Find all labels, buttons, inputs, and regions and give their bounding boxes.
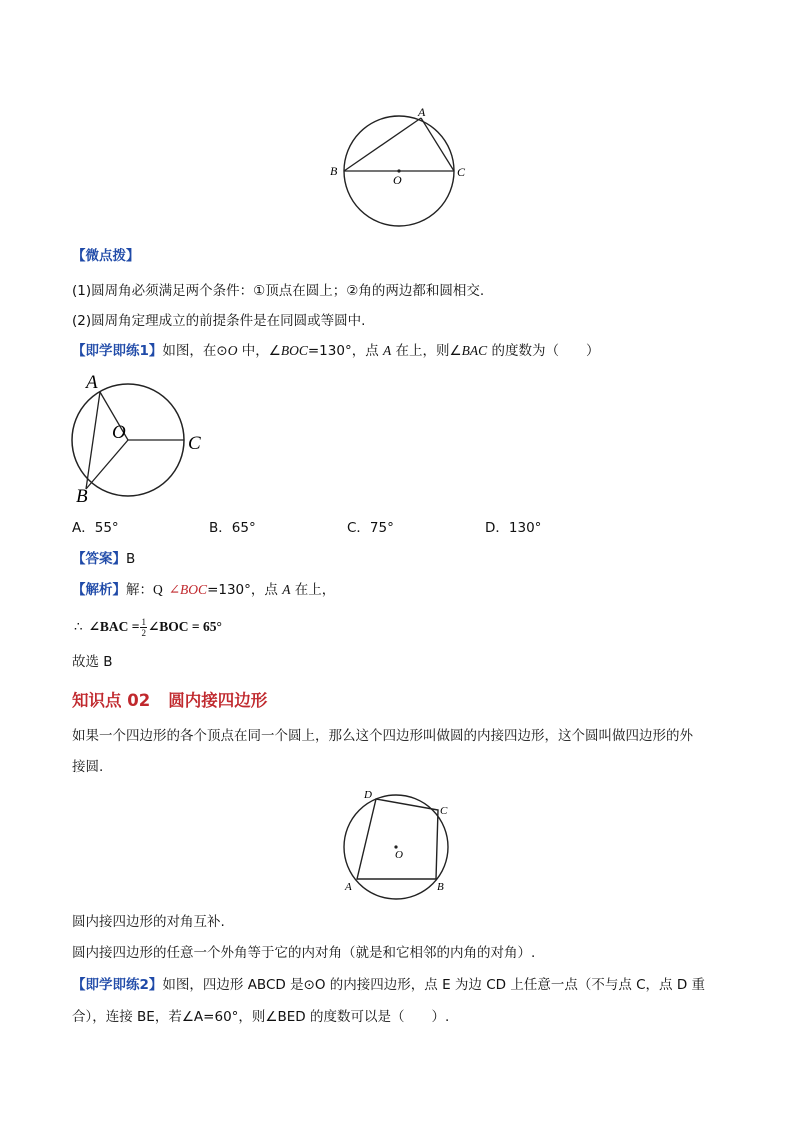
eq-left: ∠BAC = — [88, 619, 140, 634]
label-o: O — [112, 422, 126, 443]
quadrilateral-abcd — [357, 799, 438, 879]
answer-tag: 【答案】 — [72, 551, 126, 567]
tips-title: 【微点拨】 — [72, 248, 140, 264]
segment-ac — [421, 118, 454, 171]
label-d: D — [364, 789, 372, 801]
figure-circle-abc — [62, 368, 212, 508]
analysis-angle: ∠BOC — [168, 582, 208, 597]
eq-right: ∠BOC = 65° — [147, 619, 222, 634]
q-o: O — [227, 343, 238, 358]
fraction-denominator: 2 — [141, 627, 146, 638]
label-b: B — [76, 486, 88, 507]
label-a: A — [86, 372, 98, 393]
fraction — [140, 617, 147, 638]
practice2-tag: 【即学即练2】 — [72, 977, 163, 993]
practice2-line1 — [72, 975, 705, 995]
option-a: A．55° — [72, 520, 119, 536]
figure-cyclic-quadrilateral — [335, 784, 465, 902]
label-a: A — [345, 881, 352, 893]
practice2-line2: 合），连接 BE，若∠A=60°，则∠BED 的度数可以是（ ）. — [72, 1009, 450, 1025]
answer-line — [72, 549, 135, 569]
answer-value: B — [126, 551, 136, 567]
practice1-question — [72, 341, 599, 361]
option-c: C．75° — [347, 520, 394, 536]
label-b: B — [437, 881, 444, 893]
option-b: B．65° — [209, 520, 256, 536]
analysis-prefix: 解： — [126, 582, 153, 598]
analysis-mid: =130°，点 — [207, 582, 283, 598]
q-suffix: 的度数为（ ） — [487, 343, 600, 359]
q-bac: BAC — [461, 343, 488, 358]
q-mid1: 中，∠ — [237, 343, 281, 359]
section2-heading — [72, 687, 267, 711]
section2-number: 知识点 02 — [72, 691, 151, 710]
option-d: D．130° — [485, 520, 542, 536]
section2-title: 圆内接四边形 — [168, 691, 268, 710]
tips-line2: (2)圆周角定理成立的前提条件是在同圆或等圆中. — [72, 313, 366, 329]
property2: 圆内接四边形的任意一个外角等于它的内对角（就是和它相邻的内角的对角）. — [72, 945, 536, 961]
figure-circle-triangle — [325, 100, 475, 235]
fraction-numerator: 1 — [141, 616, 146, 627]
label-o: O — [393, 173, 402, 187]
formula — [74, 614, 222, 640]
definition-line1: 如果一个四边形的各个顶点在同一个圆上，那么这个四边形叫做圆的内接四边形，这个圆叫做四边形的外 — [72, 728, 693, 744]
practice1-tag: 【即学即练1】 — [72, 343, 163, 359]
label-o: O — [395, 849, 403, 861]
q-mid3: 在上，则∠ — [391, 343, 462, 359]
label-c: C — [457, 165, 466, 179]
label-b: B — [330, 164, 338, 178]
analysis-line — [72, 580, 335, 600]
q-prefix: 如图，在⊙ — [162, 343, 228, 359]
practice2-text1: 如图，四边形 ABCD 是⊙O 的内接四边形，点 E 为边 CD 上任意一点（不与点 C，点 D 重 — [162, 977, 706, 993]
segment-ba — [344, 118, 421, 171]
therefore-sign: ∴ — [74, 619, 83, 634]
label-c: C — [188, 433, 201, 454]
label-c: C — [440, 805, 448, 817]
analysis-end: 在上， — [290, 582, 336, 598]
q-boc: BOC — [280, 343, 308, 358]
tips-line1: (1)圆周角必须满足两个条件：①顶点在圆上；②角的两边都和圆相交. — [72, 283, 485, 299]
q-a: A — [383, 343, 392, 358]
analysis-tag: 【解析】 — [72, 582, 126, 598]
analysis-glyph: Q — [153, 582, 163, 597]
definition-line2: 接圆. — [72, 759, 104, 775]
conclusion: 故选 B — [72, 654, 113, 670]
property1: 圆内接四边形的对角互补. — [72, 914, 225, 930]
analysis-a: A — [282, 582, 291, 597]
label-a: A — [418, 105, 426, 119]
q-mid2: =130°，点 — [307, 343, 383, 359]
